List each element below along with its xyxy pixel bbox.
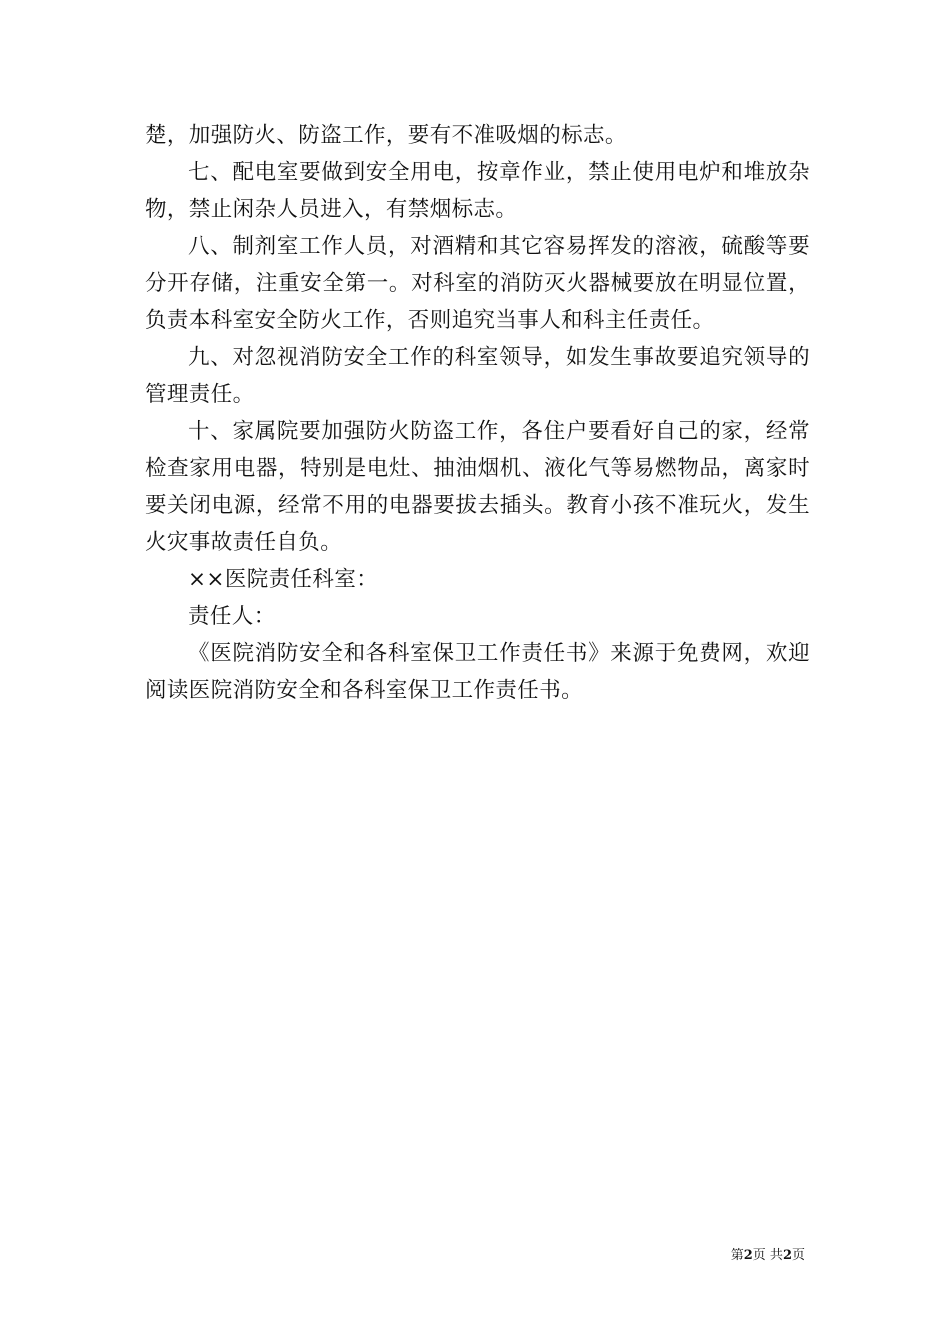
footer-prefix: 第	[730, 1248, 744, 1263]
footer-current-page: 2	[743, 1248, 753, 1263]
footer-middle: 页 共	[752, 1248, 783, 1263]
responsible-department-line: ××医院责任科室：	[188, 567, 379, 592]
page-footer	[0, 1248, 950, 1264]
source-note: 《医院消防安全和各科室保卫工作责任书》来源于免费网，欢迎阅读医院消防安全和各科室保卫工作责任书。	[145, 641, 810, 703]
document-body	[145, 117, 810, 709]
paragraph-item-7: 七、配电室要做到安全用电，按章作业，禁止使用电炉和堆放杂物，禁止闲杂人员进入，有禁烟标志。	[145, 160, 810, 222]
paragraph-item-9: 九、对忽视消防安全工作的科室领导，如发生事故要追究领导的管理责任。	[145, 345, 810, 407]
paragraph-item-10: 十、家属院要加强防火防盗工作，各住户要看好自己的家，经常检查家用电器，特别是电灶、抽油烟机、液化气等易燃物品，离家时要关闭电源，经常不用的电器要拔去插头。教育小孩不准玩火，发生火灾事故责任自负。	[145, 419, 810, 555]
paragraph-continuation: 楚，加强防火、防盗工作，要有不准吸烟的标志。	[145, 123, 627, 148]
footer-total-pages: 2	[782, 1248, 792, 1263]
responsible-person-line: 责任人：	[188, 604, 276, 629]
paragraph-item-8: 八、制剂室工作人员，对酒精和其它容易挥发的溶液，硫酸等要分开存储，注重安全第一。对科室的消防灭火器械要放在明显位置，负责本科室安全防火工作，否则追究当事人和科主任责任。	[145, 234, 810, 333]
footer-suffix: 页	[791, 1248, 805, 1263]
